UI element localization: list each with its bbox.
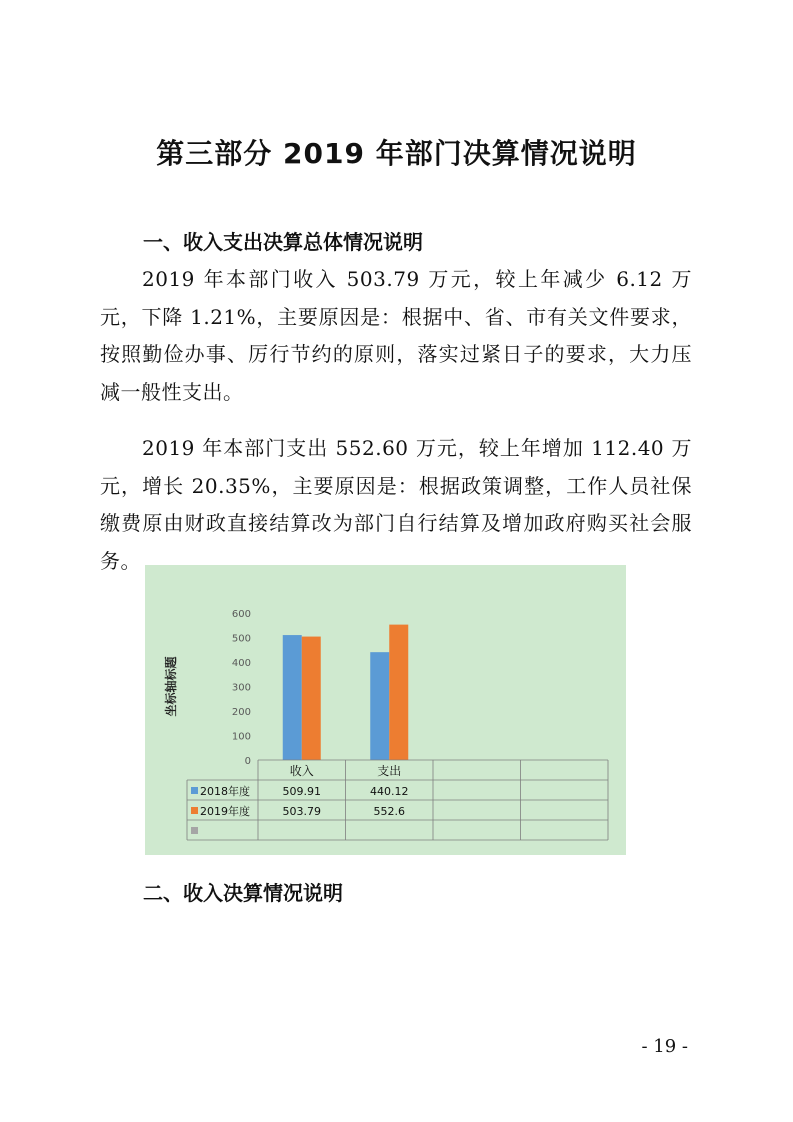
income-expense-chart (145, 565, 626, 855)
bar-0-1 (370, 652, 389, 760)
page-title: 第三部分 2019 年部门决算情况说明 (156, 137, 637, 170)
table-cell-1-0: 503.79 (282, 805, 321, 818)
section-heading-income-expense: 一、收入支出决算总体情况说明 (143, 230, 423, 254)
legend-key-extra (191, 827, 198, 834)
legend-label-1: 2019年度 (200, 805, 250, 818)
legend-key-0 (191, 787, 198, 794)
bar-1-0 (302, 637, 321, 760)
y-tick-label: 400 (231, 658, 251, 669)
table-header-1: 支出 (377, 764, 402, 778)
page-number: - 19 - (641, 1036, 688, 1057)
table-cell-0-0: 509.91 (282, 785, 321, 798)
section-heading-income: 二、收入决算情况说明 (143, 881, 343, 905)
bar-0-0 (283, 635, 302, 760)
legend-key-1 (191, 807, 198, 814)
y-tick-label: 200 (231, 707, 251, 718)
table-cell-1-1: 552.6 (373, 805, 405, 818)
table-header-0: 收入 (289, 764, 314, 778)
chart-svg (145, 565, 626, 855)
legend-label-0: 2018年度 (200, 785, 250, 798)
y-tick-label: 100 (231, 731, 251, 743)
y-axis-title: 坐标轴标题 (164, 656, 178, 717)
y-tick-label: 500 (231, 633, 251, 645)
paragraph-income: 2019 年本部门收入 503.79 万元，较上年减少 6.12 万元，下降 1.21%，主要原因是：根据中、省、市有关文件要求，按照勤俭办事、厉行节约的原则，落实过紧日子的要求，大力压减一般性支出。 (100, 267, 692, 404)
y-tick-label: 0 (244, 756, 251, 767)
y-tick-label: 600 (231, 609, 251, 620)
bar-1-1 (389, 625, 408, 760)
table-cell-0-1: 440.12 (370, 785, 409, 798)
paragraph-expense: 2019 年本部门支出 552.60 万元，较上年增加 112.40 万元，增长 20.35%，主要原因是：根据政策调整，工作人员社保缴费原由财政直接结算改为部门自行结算及增加政府购买社会服务。 (100, 436, 692, 573)
y-tick-label: 300 (231, 682, 251, 694)
